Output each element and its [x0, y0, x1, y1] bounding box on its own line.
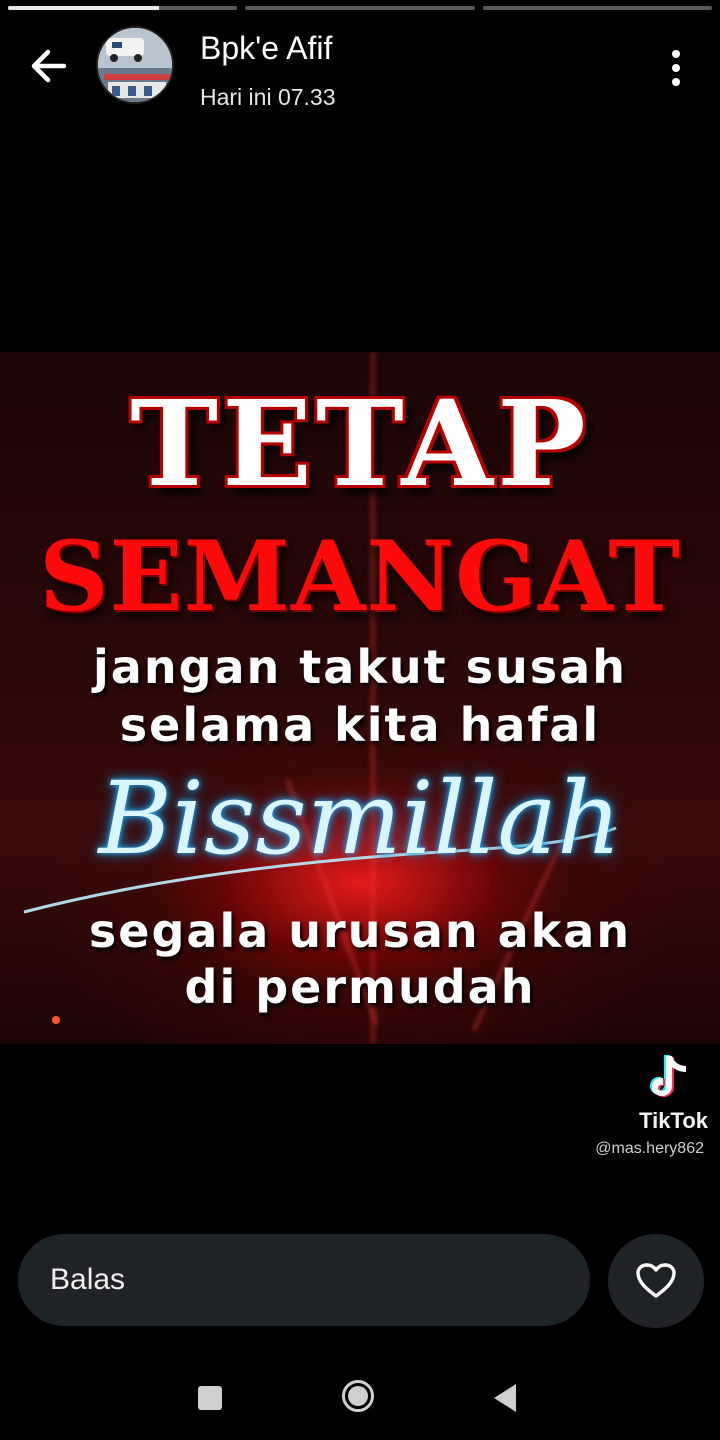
progress-segment [8, 6, 237, 10]
story-text-line7: di permudah [184, 960, 536, 1014]
reply-input[interactable] [18, 1234, 590, 1326]
home-button[interactable] [342, 1380, 374, 1412]
reply-placeholder: Balas [50, 1263, 126, 1296]
back-button[interactable] [22, 44, 74, 88]
story-text-line3: jangan takut susah [93, 640, 627, 694]
story-text-line6: segala urusan akan [88, 904, 632, 958]
story-timestamp: Hari ini 07.33 [200, 84, 336, 110]
home-icon [348, 1386, 368, 1406]
story-text-line4: selama kita hafal [119, 698, 601, 752]
tiktok-username: @mas.hery862 [595, 1140, 704, 1157]
more-vertical-icon [672, 50, 680, 58]
more-vertical-icon-dot [672, 64, 680, 72]
recents-button[interactable] [198, 1386, 222, 1410]
contact-name[interactable]: Bpk'e Afif [200, 30, 333, 66]
avatar-photo [98, 28, 174, 104]
system-back-button[interactable] [494, 1384, 516, 1412]
more-vertical-icon-dot [672, 78, 680, 86]
tiktok-logo-icon [646, 1052, 694, 1104]
story-text-semangat: SEMANGAT [39, 520, 681, 633]
heart-outline-icon [635, 1262, 677, 1300]
progress-segment [483, 6, 712, 10]
spark-dot [52, 1016, 60, 1024]
like-button[interactable] [608, 1234, 704, 1328]
avatar[interactable] [96, 26, 174, 104]
story-text-tetap: TETAP [130, 374, 590, 513]
story-image[interactable] [0, 352, 720, 1044]
story-progress [8, 6, 712, 10]
story-text-bismillah: Bissmillah [98, 760, 622, 877]
progress-segment [245, 6, 474, 10]
system-nav-bar [0, 1344, 720, 1440]
more-options-button[interactable] [656, 46, 696, 90]
progress-segment-fill [8, 6, 159, 10]
tiktok-brand-label: TikTok [639, 1108, 708, 1133]
arrow-left-icon [28, 48, 68, 84]
